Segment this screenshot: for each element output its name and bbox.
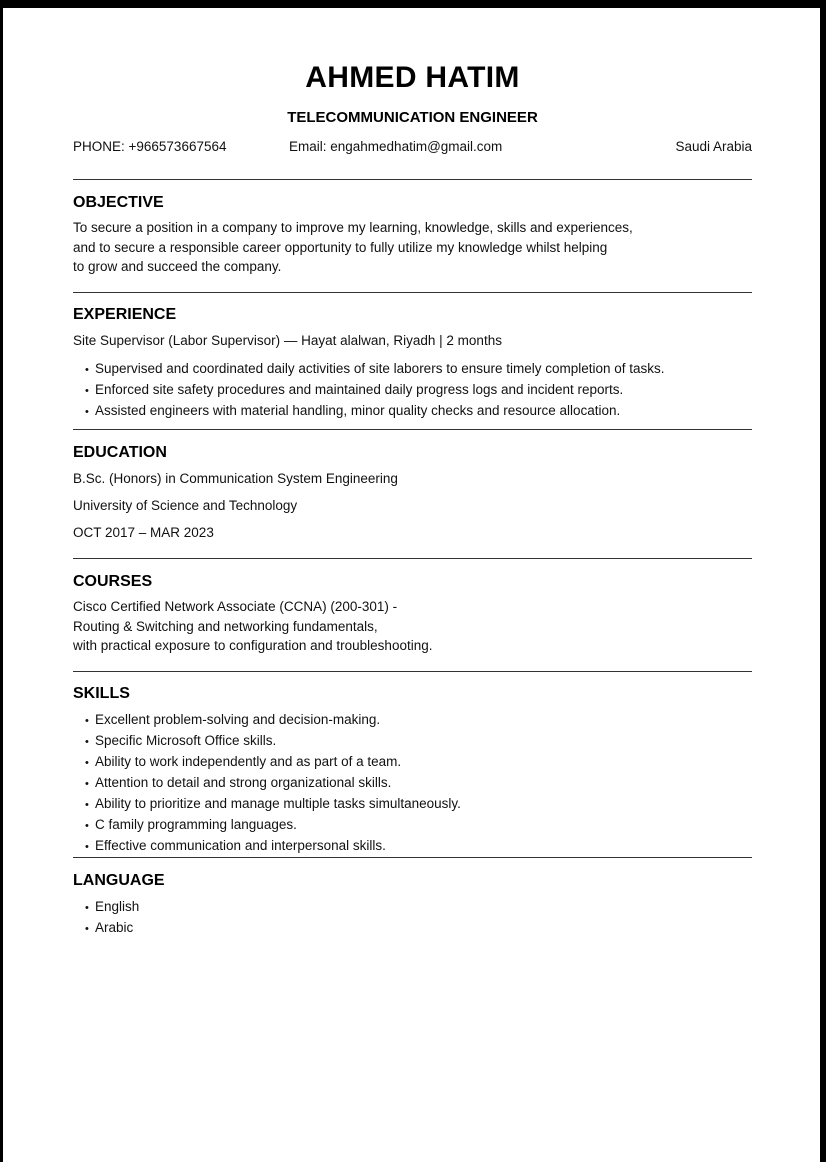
list-item-text: Supervised and coordinated daily activities of site laborers to ensure timely completion of tasks. [95, 361, 665, 376]
list-item [85, 380, 665, 401]
bullet-icon: • [85, 364, 89, 376]
job-title: TELECOMMUNICATION ENGINEER [287, 109, 538, 126]
divider [73, 179, 752, 180]
bullet-icon: • [85, 799, 89, 811]
bullet-icon: • [85, 715, 89, 727]
list-item-text: Ability to work independently and as part of a team. [95, 754, 402, 769]
bullet-icon: • [85, 406, 89, 418]
list-item [85, 710, 461, 731]
bullet-icon: • [85, 902, 89, 914]
list-item-text: Specific Microsoft Office skills. [95, 733, 277, 748]
list-item [85, 918, 139, 939]
list-item-text: Enforced site safety procedures and maintained daily progress logs and incident reports. [95, 382, 624, 397]
list-item [85, 359, 665, 380]
skills-heading: SKILLS [73, 685, 130, 702]
objective-heading: OBJECTIVE [73, 194, 164, 211]
objective-line: To secure a position in a company to improve my learning, knowledge, skills and experiences, [73, 220, 633, 235]
language-heading: LANGUAGE [73, 872, 165, 889]
list-item [85, 794, 461, 815]
experience-job: Site Supervisor (Labor Supervisor) — Hayat alalwan, Riyadh | 2 months [73, 333, 502, 348]
bullet-icon: • [85, 736, 89, 748]
objective-text [73, 218, 633, 277]
list-item [85, 752, 461, 773]
skills-list [85, 710, 461, 857]
list-item [85, 731, 461, 752]
education-heading: EDUCATION [73, 444, 167, 461]
contact-phone: PHONE: +966573667564 [73, 139, 227, 154]
bullet-icon: • [85, 820, 89, 832]
experience-heading: EXPERIENCE [73, 306, 177, 323]
list-item [85, 773, 461, 794]
course-line: Routing & Switching and networking fundamentals, [73, 618, 378, 634]
divider [73, 671, 752, 672]
list-item [85, 897, 139, 918]
divider [73, 292, 752, 293]
list-item [85, 401, 665, 422]
resume-page [3, 8, 820, 1162]
bullet-icon: • [85, 385, 89, 397]
list-item-text: C family programming languages. [95, 817, 297, 832]
list-item-text: Ability to prioritize and manage multiple tasks simultaneously. [95, 796, 461, 811]
divider [73, 558, 752, 559]
education-dates: OCT 2017 – MAR 2023 [73, 525, 214, 540]
list-item-text: English [95, 899, 140, 914]
list-item [85, 815, 461, 836]
courses-heading: COURSES [73, 573, 153, 590]
bullet-icon: • [85, 923, 89, 935]
experience-bullets [85, 359, 665, 422]
contact-email: Email: engahmedhatim@gmail.com [289, 139, 503, 154]
list-item [85, 836, 461, 857]
course-line: Cisco Certified Network Associate (CCNA) (200-301) - [73, 599, 398, 614]
divider [73, 857, 752, 858]
contact-location: Saudi Arabia [675, 139, 752, 154]
list-item-text: Assisted engineers with material handling, minor quality checks and resource allocation. [95, 403, 621, 418]
courses-text [73, 597, 432, 656]
bullet-icon: • [85, 757, 89, 769]
bullet-icon: • [85, 841, 89, 853]
list-item-text: Effective communication and interpersonal skills. [95, 838, 386, 853]
bullet-icon: • [85, 778, 89, 790]
list-item-text: Excellent problem-solving and decision-making. [95, 712, 381, 727]
education-university: University of Science and Technology [73, 498, 298, 513]
course-line: with practical exposure to configuration and troubleshooting. [73, 638, 433, 653]
list-item-text: Arabic [95, 920, 134, 935]
objective-line: and to secure a responsible career opportunity to fully utilize my knowledge whilst helping [73, 239, 608, 255]
language-list [85, 897, 139, 939]
list-item-text: Attention to detail and strong organizational skills. [95, 775, 392, 790]
divider [73, 429, 752, 430]
candidate-name: AHMED HATIM [305, 61, 520, 94]
education-degree: B.Sc. (Honors) in Communication System Engineering [73, 471, 398, 486]
objective-line: to grow and succeed the company. [73, 259, 282, 274]
